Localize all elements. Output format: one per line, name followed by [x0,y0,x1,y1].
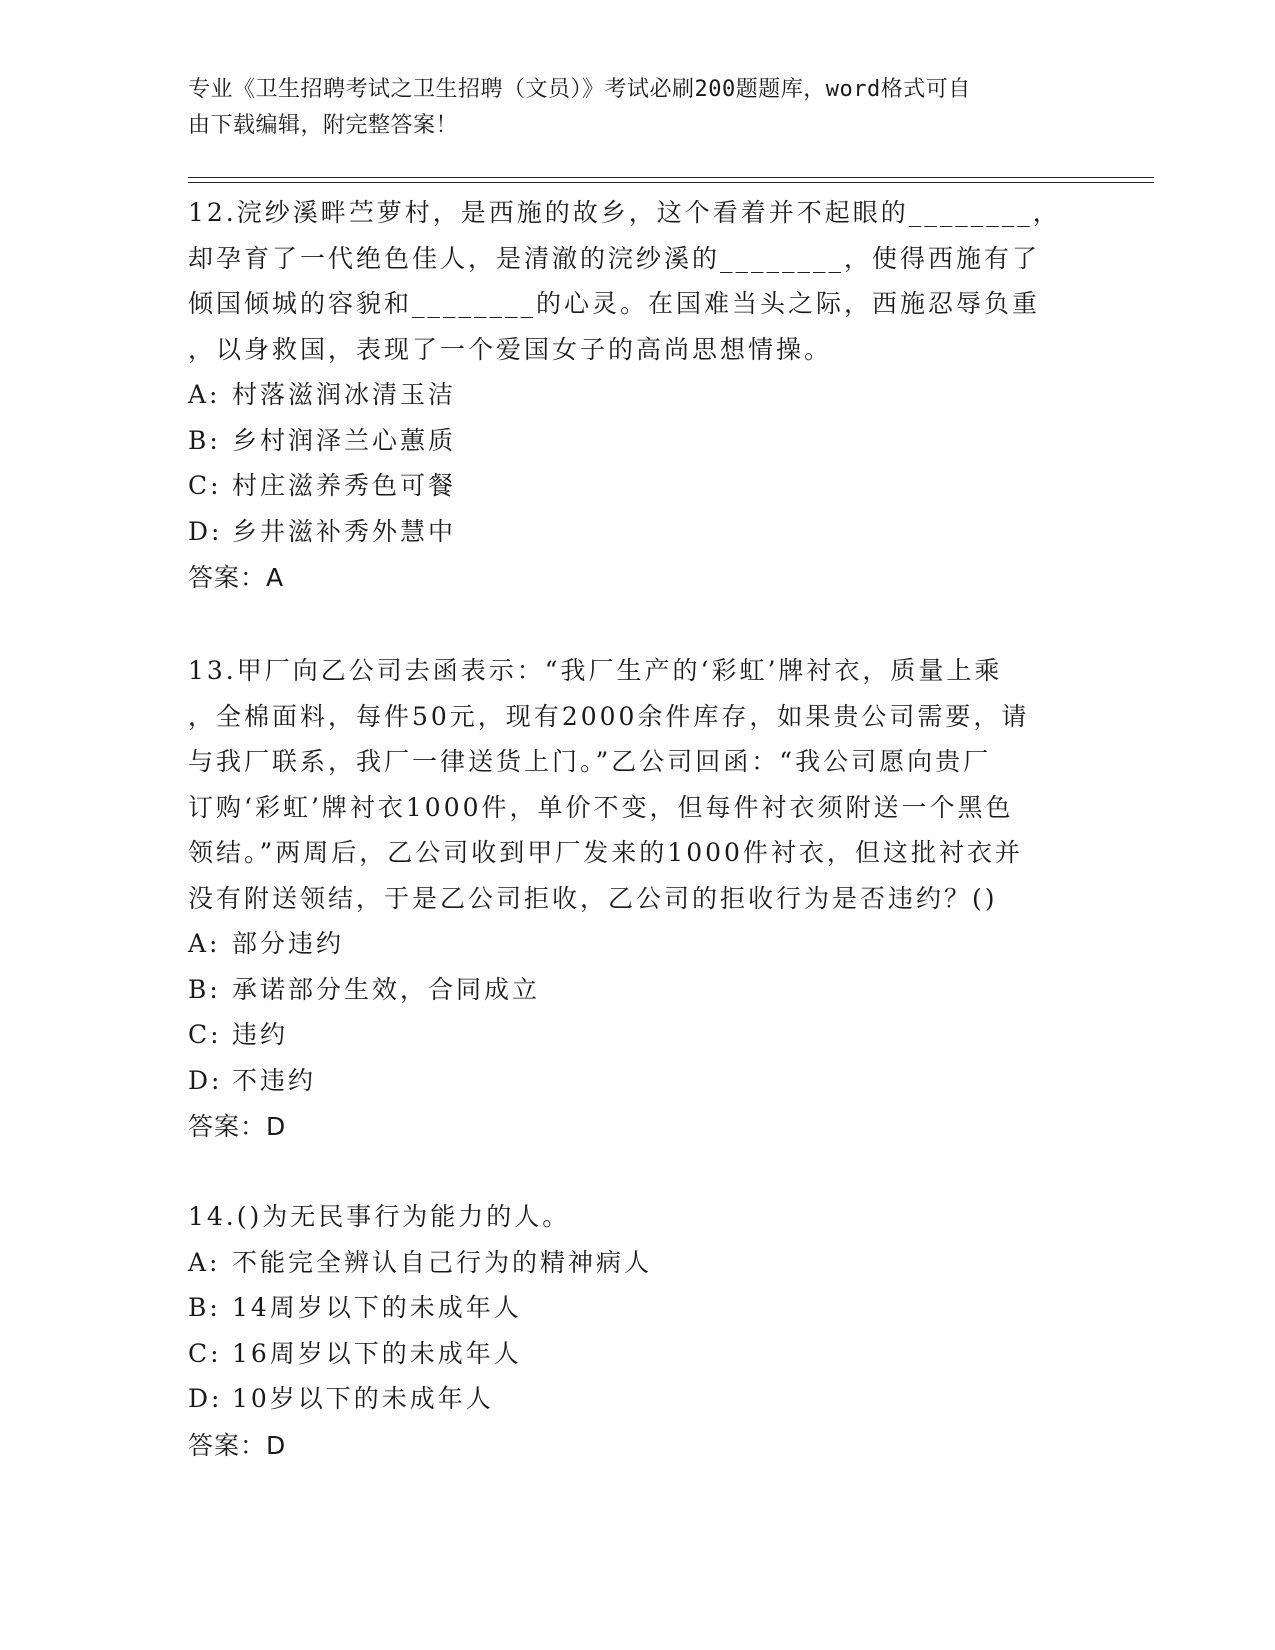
question-12 [188,190,1088,602]
question-line: 12.浣纱溪畔苎萝村，是西施的故乡，这个看着并不起眼的________， [188,198,1061,227]
option-text: 不违约 [232,1065,317,1095]
option-text: 承诺部分生效，合同成立 [232,974,541,1004]
option-key: C: [188,1338,222,1368]
option-text: 乡村润泽兰心蕙质 [232,425,457,455]
option-text: 乡井滋补秀外慧中 [232,516,457,546]
option-key: C: [188,471,222,500]
question-line: 没有附送领结，于是乙公司拒收，乙公司的拒收行为是否违约？() [188,883,998,913]
option-key: A: [188,929,221,958]
question-text [188,648,1088,921]
question-line: ，全棉面料，每件50元，现有2000余件库存，如果贵公司需要，请 [188,701,1030,731]
option-a [188,372,1088,418]
question-line: 领结。”两周后，乙公司收到甲厂发来的1000件衬衣，但这批衬衣并 [188,838,1023,867]
option-key: C: [188,1020,222,1049]
header-divider-top [188,177,1154,178]
option-c [188,463,1088,509]
option-key: D: [188,1065,223,1095]
option-d [188,1058,1088,1104]
option-d [188,509,1088,555]
question-line: 13.甲厂向乙公司去函表示：“我厂生产的‘彩虹’牌衬衣，质量上乘 [188,656,1003,685]
option-text: 村落滋润冰清玉洁 [232,380,457,409]
option-b [188,967,1088,1013]
answer: 答案：D [188,1112,287,1141]
answer: 答案：A [188,563,285,592]
option-key: B: [188,425,221,455]
question-text [188,1194,1088,1240]
option-key: B: [188,974,221,1004]
question-line: 却孕育了一代绝色佳人，是清澈的浣纱溪的________，使得西施有了 [188,243,1041,273]
question-14 [188,1194,1088,1470]
option-text: 部分违约 [232,929,345,958]
option-key: D: [188,516,223,546]
option-key: B: [188,1293,221,1322]
document-header [188,72,1068,144]
question-line: 与我厂联系，我厂一律送货上门。”乙公司回函：“我公司愿向贵厂 [188,747,992,776]
header-line-1: 专业《卫生招聘考试之卫生招聘（文员）》考试必刷200题题库，word格式可自 [188,77,971,102]
option-text: 违约 [232,1020,289,1049]
question-line: ，以身救国，表现了一个爱国女子的高尚思想情操。 [188,334,833,364]
question-line: 14.()为无民事行为能力的人。 [188,1202,571,1231]
option-key: D: [188,1384,223,1413]
option-d [188,1376,1088,1422]
question-13 [188,648,1088,1151]
option-text: 村庄滋养秀色可餐 [232,471,457,500]
option-key: A: [188,1247,221,1277]
option-text: 10岁以下的未成年人 [232,1384,494,1413]
header-divider-bottom [188,182,1154,183]
question-text [188,190,1088,372]
option-b [188,418,1088,464]
option-text: 不能完全辨认自己行为的精神病人 [232,1247,653,1277]
question-line: 倾国倾城的容貌和________的心灵。在国难当头之际，西施忍辱负重 [188,289,1041,318]
option-key: A: [188,380,221,409]
option-c [188,1331,1088,1377]
option-text: 14周岁以下的未成年人 [232,1293,522,1322]
option-b [188,1285,1088,1331]
option-a [188,921,1088,967]
option-text: 16周岁以下的未成年人 [232,1338,522,1368]
answer: 答案：D [188,1430,287,1460]
option-c [188,1012,1088,1058]
question-line: 订购‘彩虹’牌衬衣1000件，单价不变，但每件衬衣须附送一个黑色 [188,792,1014,822]
option-a [188,1240,1088,1286]
header-line-2: 由下载编辑，附完整答案！ [188,113,459,138]
